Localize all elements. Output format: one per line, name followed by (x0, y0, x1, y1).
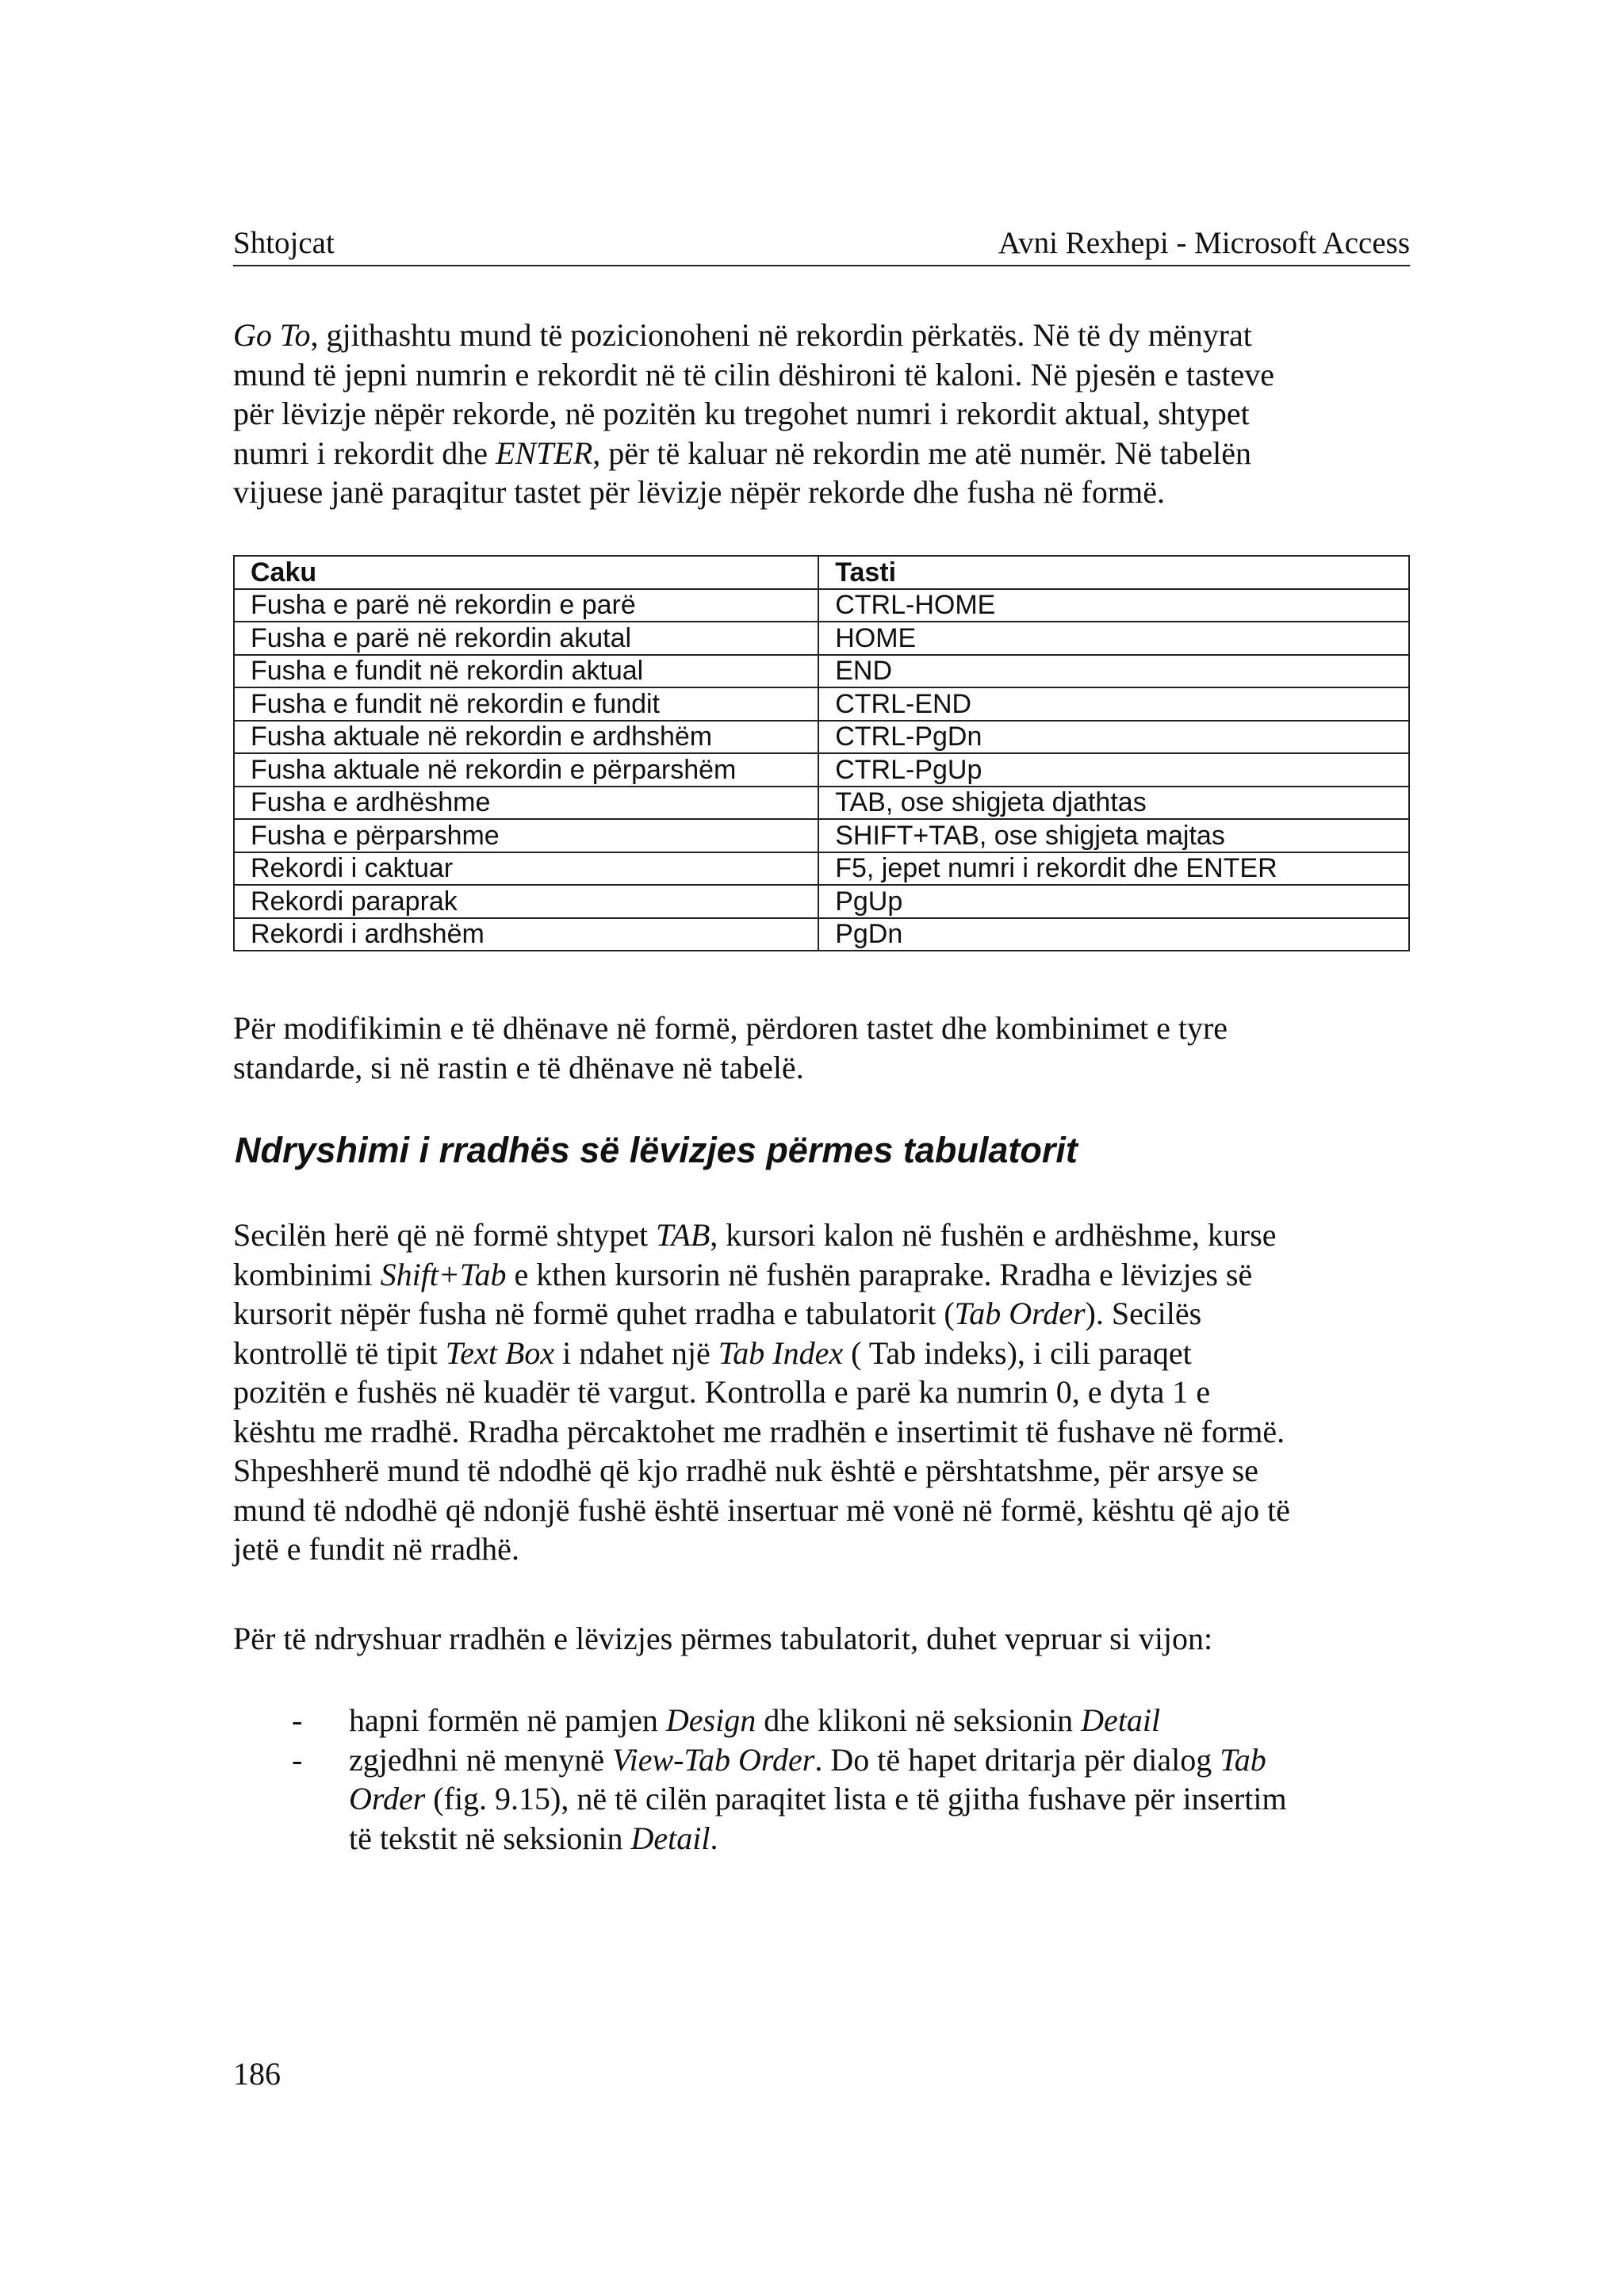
table-cell: END (818, 655, 1409, 688)
table-row (234, 852, 1409, 886)
table-cell: Fusha e parë në rekordin e parë (234, 589, 818, 622)
table-cell: F5, jepet numri i rekordit dhe ENTER (818, 852, 1409, 886)
table-cell: CTRL-PgDn (818, 721, 1409, 754)
table-cell: Fusha e fundit në rekordin e fundit (234, 687, 818, 721)
body-line: jetë e fundit në rradhë. (233, 1531, 519, 1567)
intro-line-3: për lëvizje nëpër rekorde, në pozitën ku tregohet numri i rekordit aktual, shtypet (233, 396, 1250, 431)
bullet-text: hapni formën në pamjen (349, 1702, 666, 1738)
column-header-tasti: Tasti (818, 556, 1409, 589)
bullet-text: . (710, 1820, 718, 1856)
tab-order-paragraph (233, 1215, 1415, 1569)
after-table-line-2: standarde, si në rastin e të dhënave në tabelë. (233, 1049, 804, 1085)
bullet-italic: Order (349, 1781, 426, 1816)
bullet-italic: Tab (1220, 1741, 1266, 1778)
intro-line-4a: numri i rekordit dhe (233, 434, 496, 471)
bullet-italic: Detail (630, 1820, 710, 1856)
steps-list (233, 1701, 1415, 1858)
body-line: mund të ndodhë që ndonjë fushë është insertuar më vonë në formë, kështu që ajo të (233, 1491, 1290, 1528)
body-text: kursorit nëpër fusha në formë quhet rradha e tabulatorit ( (233, 1296, 955, 1331)
body-italic: Tab Index (718, 1334, 844, 1371)
bullet-text: dhe klikoni në seksionin (756, 1702, 1082, 1738)
intro-line-4c: , për të kaluar në rekordin me atë numër. Në tabelën (592, 434, 1252, 471)
table-row (234, 787, 1409, 820)
bullet-italic: View-Tab Order (612, 1741, 815, 1778)
intro-enter: ENTER (496, 434, 593, 471)
table-row (234, 885, 1409, 918)
instruction-paragraph (233, 1619, 1415, 1659)
bullet-text: (fig. 9.15), në të cilën paraqitet lista e të gjitha fushave për insertim (425, 1781, 1287, 1816)
body-italic: TAB (656, 1217, 710, 1253)
after-table-line-1: Për modifikimin e të dhënave në formë, përdoren tastet dhe kombinimet e tyre (233, 1010, 1228, 1046)
bullet-text: të tekstit në seksionin (349, 1820, 631, 1856)
body-line: Shpeshherë mund të ndodhë që kjo rradhë nuk është e përshtatshme, për arsye se (233, 1453, 1258, 1488)
table-row (234, 721, 1409, 754)
body-italic: Text Box (445, 1334, 555, 1371)
table-cell: TAB, ose shigjeta djathtas (818, 787, 1409, 820)
table-cell: CTRL-END (818, 687, 1409, 721)
table-cell: Rekordi paraprak (234, 885, 818, 918)
intro-goto: Go To (233, 317, 311, 353)
body-text: kombinimi (233, 1256, 381, 1292)
body-text: , kursori kalon në fushën e ardhëshme, kurse (710, 1217, 1277, 1253)
bullet-text: . Do të hapet dritarja për dialog (814, 1741, 1220, 1778)
instruction-line: Për të ndryshuar rradhën e lëvizjes përmes tabulatorit, duhet vepruar si vijon: (233, 1621, 1213, 1656)
table-cell: Fusha aktuale në rekordin e përparshëm (234, 753, 818, 787)
bullet-text: zgjedhni në menynë (349, 1741, 613, 1778)
section-heading: Ndryshimi i rradhës së lëvizjes përmes tabulatorit (235, 1130, 1078, 1170)
body-line: kështu me rradhë. Rradha përcaktohet me rradhën e insertimit të fushave në formë. (233, 1413, 1285, 1449)
table-row (234, 918, 1409, 951)
page-number: 186 (233, 2056, 281, 2092)
table-header-row (234, 556, 1409, 589)
table-cell: Rekordi i ardhshëm (234, 918, 818, 951)
table-cell: PgUp (818, 885, 1409, 918)
list-item (233, 1701, 1415, 1740)
table-cell: Fusha e fundit në rekordin aktual (234, 655, 818, 688)
list-item (233, 1740, 1415, 1859)
keyboard-shortcuts-table (233, 555, 1410, 951)
intro-line-2: mund të jepni numrin e rekordit në të cilin dëshironi të kaloni. Në pjesën e tasteve (233, 356, 1274, 392)
body-text: kontrollë të tipit (233, 1334, 446, 1371)
column-header-caku: Caku (234, 556, 818, 589)
bullet-dash: - (292, 1741, 303, 1778)
table-cell: CTRL-PgUp (818, 753, 1409, 787)
table-cell: HOME (818, 622, 1409, 655)
table-row (234, 589, 1409, 622)
table-row (234, 655, 1409, 688)
body-line: pozitën e fushës në kuadër të vargut. Kontrolla e parë ka numrin 0, e dyta 1 e (233, 1374, 1211, 1410)
table-row (234, 819, 1409, 852)
table-cell: Fusha aktuale në rekordin e ardhshëm (234, 721, 818, 754)
body-text: ). Secilës (1085, 1296, 1202, 1331)
intro-paragraph (233, 316, 1415, 512)
body-italic: Tab Order (954, 1296, 1086, 1331)
intro-line-5: vijuese janë paraqitur tastet për lëvizje nëpër rekorde dhe fusha në formë. (233, 474, 1166, 510)
table-row (234, 753, 1409, 787)
header-right: Avni Rexhepi - Microsoft Access (998, 226, 1410, 260)
table-cell: PgDn (818, 918, 1409, 951)
table-cell: Fusha e parë në rekordin akutal (234, 622, 818, 655)
table-cell: Rekordi i caktuar (234, 852, 818, 886)
table-cell: Fusha e ardhëshme (234, 787, 818, 820)
body-italic: Shift+Tab (380, 1256, 507, 1292)
bullet-italic: Detail (1081, 1702, 1161, 1738)
table-row (234, 687, 1409, 721)
table-cell: Fusha e përparshme (234, 819, 818, 852)
header-left: Shtojcat (233, 226, 335, 260)
intro-line-1: , gjithashtu mund të pozicionoheni në rekordin përkatës. Në të dy mënyrat (310, 317, 1252, 353)
body-text: ( Tab indeks), i cili paraqet (843, 1334, 1192, 1371)
body-text: i ndahet një (554, 1334, 718, 1371)
bullet-dash: - (292, 1702, 303, 1738)
modification-paragraph (233, 1009, 1415, 1087)
body-text: Secilën herë që në formë shtypet (233, 1217, 657, 1253)
table-cell: SHIFT+TAB, ose shigjeta majtas (818, 819, 1409, 852)
table-row (234, 622, 1409, 655)
table-cell: CTRL-HOME (818, 589, 1409, 622)
body-text: e kthen kursorin në fushën paraprake. Rradha e lëvizjes së (506, 1256, 1253, 1292)
page-header (233, 224, 1410, 266)
bullet-italic: Design (665, 1702, 756, 1738)
